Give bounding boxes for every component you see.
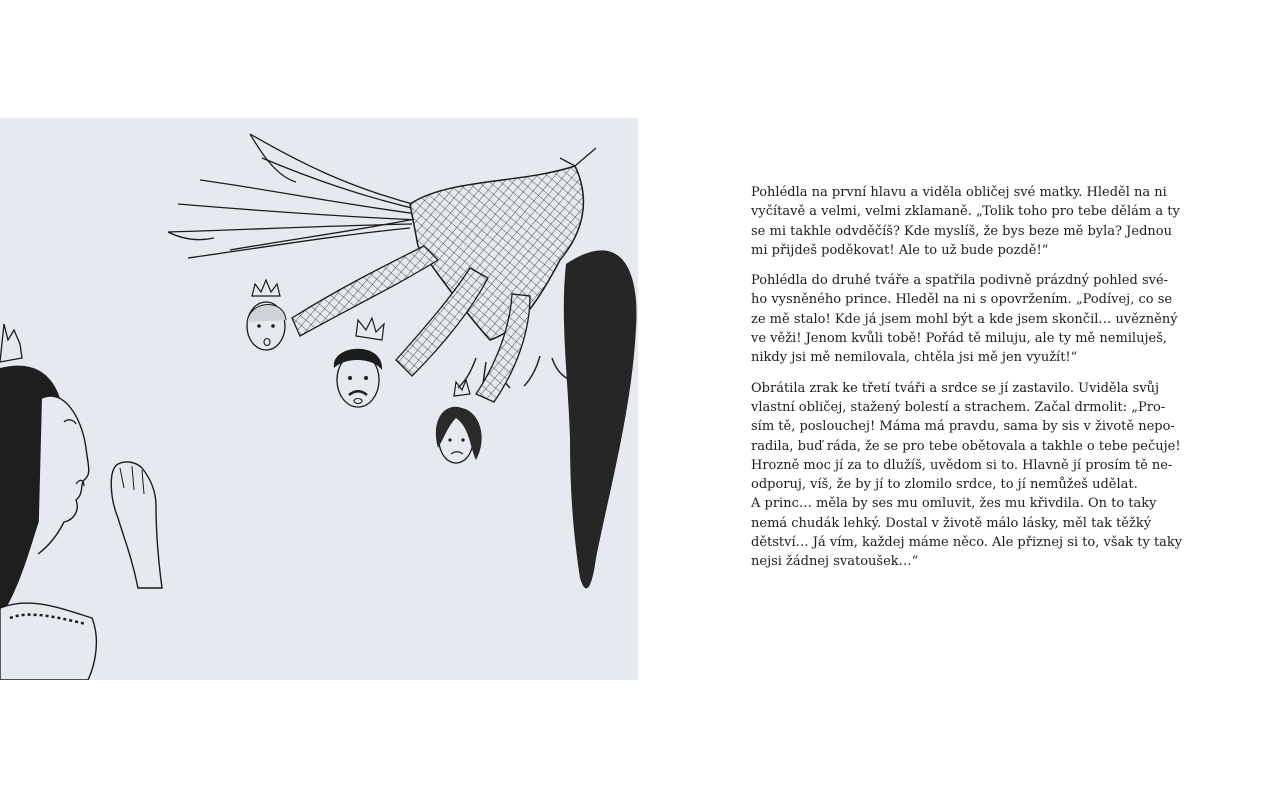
paragraph-2: Pohlédla do druhé tváře a spatřila podivně prázdný pohled své- ho vysněného prince. Hleděl na ni s opovržením. „Podívej, co se ze mě stalo! Kde já jsem mohl být a kde jsem skončil… uvězněný ve věži! Jenom kvůli tobě! Pořád tě miluju, ale ty mě nemiluješ, nikdy jsi mě nemilovala, chtěla jsi mě jen využít!“ [751, 273, 1178, 366]
paragraph-3: Obrátila zrak ke třetí tváři a srdce se jí zastavilo. Uviděla svůj vlastní obličej, stažený bolestí a strachem. Začal drmolit: „Pro- sím tě, poslouchej! Máma má pravdu, sama by sis v životě nepo- radila, buď ráda, že se pro tebe obětovala a takhle o tebe pečuje! Hrozně moc jí za to dlužíš, uvědom si to. Hlavně jí prosím tě ne- odporuj, víš, že by jí to zlomilo srdce, to jí nemůžeš udělat. A princ… měla by ses mu omluvit, žes mu křivdila. On to taky nemá chudák lehký. Dostal v životě málo lásky, měl tak těžký dětství… Já vím, každej máme něco. Ale přiznej si to, však ty taky nejsi žádnej svatoušek…“ [751, 380, 1183, 570]
princess-figure [0, 324, 162, 680]
illustration [0, 118, 638, 680]
prince-head [334, 318, 384, 407]
mother-head [247, 280, 286, 350]
princess-hand [111, 462, 162, 588]
ink-drawing [0, 118, 638, 680]
self-head [436, 380, 482, 463]
creature-neck-1 [292, 246, 438, 336]
story-text [751, 183, 1211, 583]
creature-tail [168, 134, 420, 258]
paragraph-1: Pohlédla na první hlavu a viděla obličej své matky. Hleděl na ni vyčítavě a velmi, velmi zklamaně. „Tolik toho pro tebe dělám a ty se mi takhle odvděčíš? Kde myslíš, že bys beze mě byla? Jednou mi přijdeš poděkovat! Ale to už bude pozdě!“ [751, 185, 1180, 258]
creature-wing [564, 250, 637, 588]
